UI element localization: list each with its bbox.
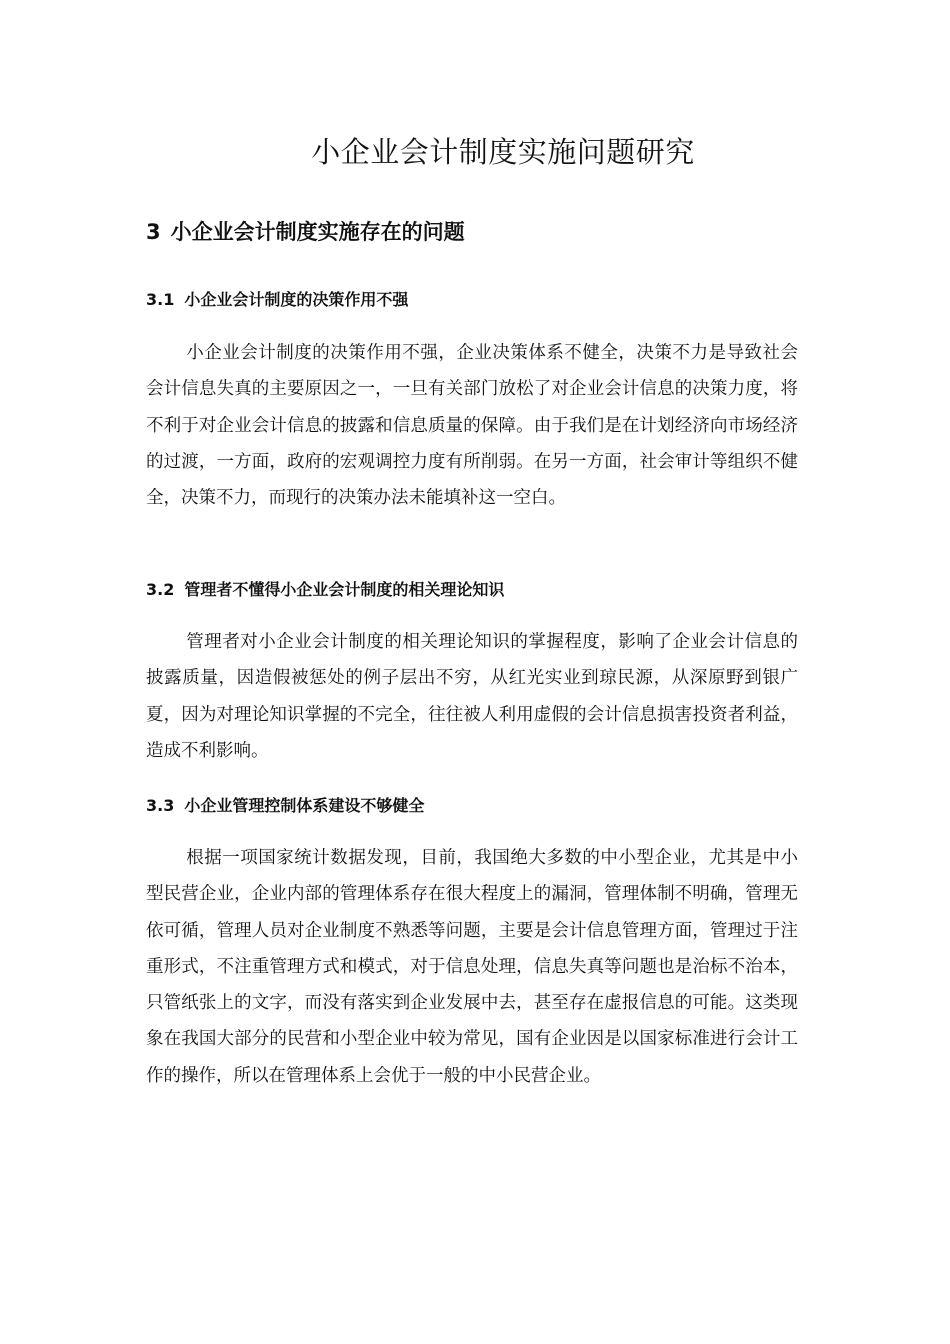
section-title: 小企业会计制度的决策作用不强: [184, 290, 409, 309]
section-number: 3.2: [146, 580, 175, 599]
section-title: 小企业管理控制体系建设不够健全: [184, 796, 425, 815]
chapter-heading: [146, 216, 806, 248]
section-number: 3.3: [146, 796, 175, 815]
document-title: 小企业会计制度实施问题研究: [311, 135, 695, 169]
section-body-3-3: 根据一项国家统计数据发现，目前，我国绝大多数的中小型企业，尤其是中小型民营企业，企业内部的管理体系存在很大程度上的漏洞，管理体制不明确，管理无依可循，管理人员对企业制度不熟悉等问题，主要是会计信息管理方面，管理过于注重形式，不注重管理方式和模式，对于信息处理，信息失真等问题也是治标不治本，只管纸张上的文字，而没有落实到企业发展中去，甚至存在虚报信息的可能。这类现象在我国大部分的民营和小型企业中较为常见，国有企业因是以国家标准进行会计工作的操作，所以在管理体系上会优于一般的中小民营企业。: [146, 848, 798, 1086]
section-body-3-1: 小企业会计制度的决策作用不强，企业决策体系不健全，决策不力是导致社会会计信息失真的主要原因之一，一旦有关部门放松了对企业会计信息的决策力度，将不利于对企业会计信息的披露和信息质量的保障。由于我们是在计划经济向市场经济的过渡，一方面，政府的宏观调控力度有所削弱。在另一方面，社会审计等组织不健全，决策不力，而现行的决策办法未能填补这一空白。: [146, 343, 798, 509]
chapter-title: 小企业会计制度实施存在的问题: [170, 220, 465, 244]
section-body-3-2: 管理者对小企业会计制度的相关理论知识的掌握程度，影响了企业会计信息的披露质量，因造假被惩处的例子层出不穷，从红光实业到琼民源，从深原野到银广夏，因为对理论知识掌握的不完全，往往被人利用虚假的会计信息损害投资者利益，造成不利影响。: [146, 632, 798, 761]
chapter-number: 3: [146, 220, 161, 244]
section-heading-3-3: [146, 793, 806, 819]
section-heading-3-2: [146, 577, 806, 603]
section-title: 管理者不懂得小企业会计制度的相关理论知识: [184, 580, 505, 599]
section-heading-3-1: [146, 287, 806, 313]
section-number: 3.1: [146, 290, 175, 309]
